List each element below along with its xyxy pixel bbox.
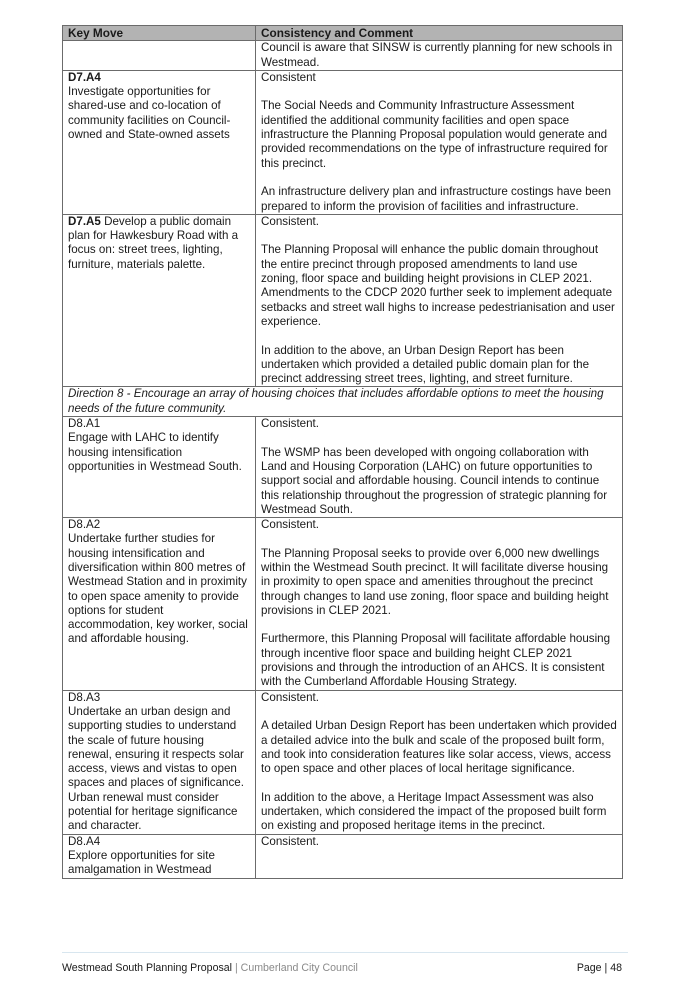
- key-move-cell: [63, 518, 256, 691]
- key-move-text: Undertake an urban design and supporting studies to understand the scale of future housing renewal, ensuring it respects solar access, views and vistas to open spaces and places of significance. Urban renewal must consider potential for heritage significance and character.: [68, 704, 244, 833]
- footer-divider: [62, 952, 628, 953]
- consistency-status: Consistent.: [261, 214, 319, 228]
- comment-paragraph: A detailed Urban Design Report has been undertaken which provided a detailed advice into the bulk and scale of the proposed built form, and took into consideration features like solar access, views, access to open space and other places of local heritage significance.: [261, 719, 617, 776]
- table-row-continued: [63, 41, 623, 71]
- direction-row: [63, 387, 623, 417]
- comment-cell: [256, 518, 623, 691]
- comment-cell: [256, 417, 623, 518]
- comment-paragraph: The Social Needs and Community Infrastructure Assessment identified the additional community facilities and open space infrastructure the Planning Proposal population would generate and provided recommendations on the type of infrastructure required for this precinct.: [261, 99, 608, 170]
- comment-paragraph: In addition to the above, an Urban Design Report has been undertaken which provided a detailed public domain plan for the precinct addressing street trees, lighting, and street furniture.: [261, 343, 590, 386]
- table-row-d8-a4: [63, 834, 623, 878]
- table-row-d8-a3: [63, 690, 623, 834]
- header-key-move: Key Move: [63, 26, 256, 41]
- comment-paragraph: Furthermore, this Planning Proposal will facilitate affordable housing through incentive floor space and building height CLEP 2021 provisions and through the introduction of an AHCS. It is consistent with the Cumberland Affordable Housing Strategy.: [261, 632, 611, 689]
- table-row-d8-a2: [63, 518, 623, 691]
- comment-paragraph: The Planning Proposal seeks to provide over 6,000 new dwellings within the Westmead South precinct. It will facilitate diverse housing in proximity to open space and amenities throughout the precinct through changes to land use zoning, floor space and building height provisions in CLEP 2021.: [261, 546, 609, 617]
- table-row-d8-a1: [63, 417, 623, 518]
- key-move-code: D8.A2: [68, 518, 101, 532]
- comment-cell: [256, 70, 623, 214]
- footer-separator: |: [234, 962, 238, 974]
- consistency-status: Consistent.: [261, 834, 319, 848]
- key-move-cell: [63, 834, 256, 878]
- consistency-status: Consistent.: [261, 518, 319, 532]
- consistency-table: [62, 25, 623, 879]
- key-move-cell: [63, 417, 256, 518]
- table-row-d7-a4: [63, 70, 623, 214]
- key-move-text: Investigate opportunities for shared-use and co-location of community facilities on Council-owned and State-owned assets: [68, 85, 231, 142]
- consistency-status: Consistent.: [261, 417, 319, 431]
- comment-cell: [256, 834, 623, 878]
- table-row-d7-a5: [63, 214, 623, 387]
- key-move-code: D7.A4: [68, 70, 101, 84]
- consistency-status: Consistent: [261, 70, 316, 84]
- key-move-code: D8.A1: [68, 417, 101, 431]
- key-move-text: Undertake further studies for housing intensification and diversification within 800 metres of Westmead Station and in proximity to open space amenity to provide options for student accommodation, key worker, social and affordable housing.: [68, 532, 248, 646]
- key-move-cell: [63, 214, 256, 387]
- comment-paragraph: The Planning Proposal will enhance the public domain throughout the entire precinct through proposed amendments to land use zoning, floor space and building height provisions in CLEP 2021. Amendments to the CDCP 2020 further seek to implement adequate setbacks and street wall highs to increase pedestrianisation and user experience.: [261, 243, 615, 328]
- cell-empty: [63, 41, 256, 71]
- header-consistency: Consistency and Comment: [256, 26, 623, 41]
- comment-cell: [256, 214, 623, 387]
- footer-organisation: Cumberland City Council: [240, 962, 358, 974]
- key-move-text: Explore opportunities for site amalgamation in Westmead: [68, 848, 215, 877]
- key-move-code: D8.A3: [68, 690, 101, 704]
- comment-paragraph: The WSMP has been developed with ongoing collaboration with Land and Housing Corporation (LAHC) on future opportunities to support social and affordable housing. Council intends to continue this relationship throughout the progression of strategic planning for Westmead South.: [261, 445, 608, 516]
- cell-continued-comment: [256, 41, 623, 71]
- footer-doc-title: Westmead South Planning Proposal: [62, 962, 232, 974]
- key-move-text: Engage with LAHC to identify housing intensification opportunities in Westmead South.: [68, 431, 242, 473]
- direction-cell: Direction 8 - Encourage an array of housing choices that includes affordable options to meet the housing needs of the future community.: [63, 387, 623, 417]
- key-move-code: D8.A4: [68, 834, 101, 848]
- consistency-status: Consistent.: [261, 690, 319, 704]
- comment-paragraph: An infrastructure delivery plan and infrastructure costings have been prepared to inform the provision of facilities and infrastructure.: [261, 185, 611, 213]
- footer-page-number: Page | 48: [576, 962, 622, 974]
- consistency-table-container: [62, 25, 622, 879]
- key-move-code: D7.A5: [68, 214, 101, 228]
- key-move-cell: [63, 70, 256, 214]
- key-move-cell: [63, 690, 256, 834]
- comment-paragraph: In addition to the above, a Heritage Impact Assessment was also undertaken, which considered the impact of the proposed built form on existing and proposed heritage items in the precinct.: [261, 790, 607, 833]
- continued-paragraph: Council is aware that SINSW is currently planning for new schools in Westmead.: [261, 41, 613, 69]
- table-header-row: [63, 26, 623, 41]
- key-move-text: Develop a public domain plan for Hawkesbury Road with a focus on: street trees, lighting, furniture, materials palette.: [68, 214, 239, 271]
- comment-cell: [256, 690, 623, 834]
